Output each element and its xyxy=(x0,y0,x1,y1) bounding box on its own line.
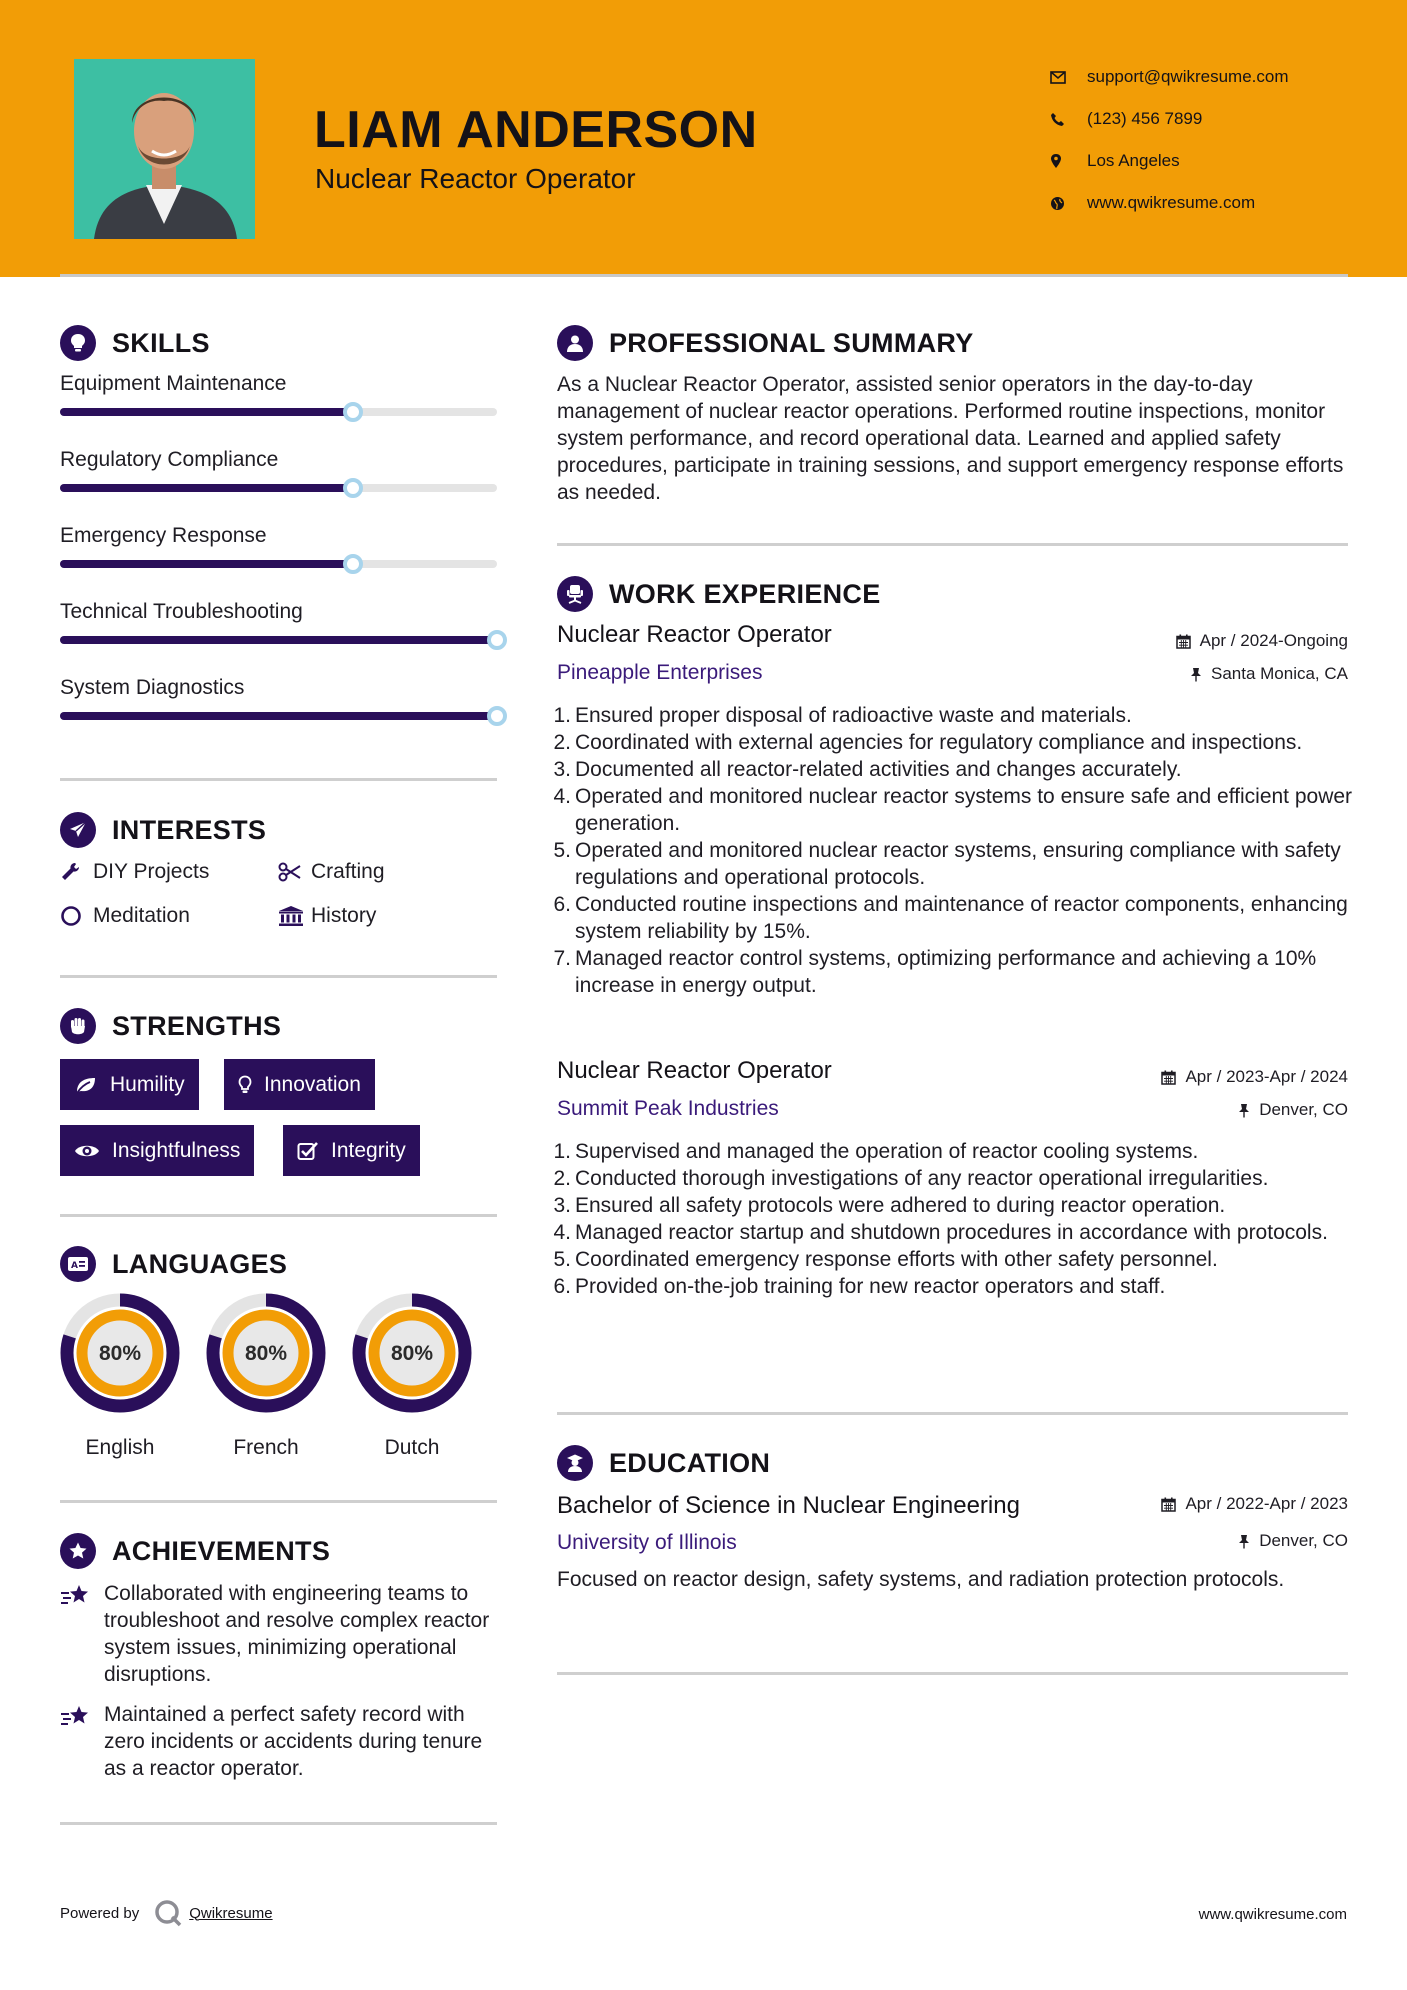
job-bullet: 1. Supervised and managed the operation of reactor cooling systems. xyxy=(553,1140,1199,1163)
skill-level-knob xyxy=(487,630,507,650)
education-dates-text: Apr / 2022-Apr / 2023 xyxy=(1185,1494,1348,1513)
skill-level-fill xyxy=(60,560,353,568)
lightbulb-icon xyxy=(60,325,96,361)
job-location xyxy=(1190,664,1348,684)
interest-label: Meditation xyxy=(93,904,190,927)
job-dates-text: Apr / 2023-Apr / 2024 xyxy=(1185,1067,1348,1086)
qwikresume-logo-icon xyxy=(153,1898,183,1928)
eye-icon xyxy=(74,1142,100,1160)
education-title: EDUCATION xyxy=(609,1447,771,1478)
education-location-text: Denver, CO xyxy=(1259,1531,1348,1550)
strength-label: Insightfulness xyxy=(112,1138,241,1162)
skill-level-fill xyxy=(60,484,353,492)
calendar-icon xyxy=(1161,1497,1176,1512)
contact-location-text: Los Angeles xyxy=(1087,151,1180,170)
museum-icon xyxy=(278,905,311,927)
job-bullets xyxy=(550,702,1360,999)
skill-item xyxy=(60,600,497,624)
education-divider xyxy=(557,1672,1348,1675)
pushpin-icon xyxy=(1238,1534,1250,1549)
interest-item xyxy=(60,860,209,884)
job-bullet: 6. Conducted routine inspections and maintenance of reactor components, enhancing system reliability by 15%. xyxy=(553,893,1348,943)
job-bullet: 4. Managed reactor startup and shutdown procedures in accordance with protocols. xyxy=(553,1221,1328,1244)
language-item xyxy=(206,1293,326,1460)
qwikresume-link[interactable]: Qwikresume xyxy=(189,1904,273,1922)
education-dates xyxy=(1161,1494,1348,1514)
candidate-name: LIAM ANDERSON xyxy=(314,101,758,159)
skill-item xyxy=(60,372,497,396)
paper-plane-icon xyxy=(60,812,96,848)
interest-label: History xyxy=(311,904,377,927)
fist-icon xyxy=(60,1008,96,1044)
skill-label: Equipment Maintenance xyxy=(60,372,287,395)
strength-label: Integrity xyxy=(331,1138,406,1162)
skill-level-fill xyxy=(60,636,497,644)
checkbox-icon xyxy=(297,1141,319,1161)
strengths-divider xyxy=(60,1214,497,1217)
job-company: Pineapple Enterprises xyxy=(557,661,763,684)
skill-item xyxy=(60,676,497,700)
job-bullet: 3. Ensured all safety protocols were adhered to during reactor operation. xyxy=(553,1194,1226,1217)
language-percent: 80% xyxy=(98,1342,142,1365)
contact-list xyxy=(1050,56,1289,224)
summary-title: PROFESSIONAL SUMMARY xyxy=(609,327,974,358)
language-item xyxy=(352,1293,472,1460)
footer-url[interactable]: www.qwikresume.com xyxy=(1198,1906,1347,1923)
job-company: Summit Peak Industries xyxy=(557,1097,779,1120)
wrench-icon xyxy=(60,861,93,883)
language-percent: 80% xyxy=(244,1342,288,1365)
language-name: French xyxy=(233,1436,299,1459)
skill-level-bar xyxy=(60,560,497,568)
job-role: Nuclear Reactor Operator xyxy=(557,621,832,648)
strength-chip xyxy=(283,1125,420,1176)
languages-divider xyxy=(60,1500,497,1503)
contact-email[interactable] xyxy=(1050,56,1289,98)
office-chair-icon xyxy=(557,576,593,612)
user-icon xyxy=(557,325,593,361)
achievements-title: ACHIEVEMENTS xyxy=(112,1535,331,1566)
language-level-ring xyxy=(60,1293,180,1413)
languages-title: LANGUAGES xyxy=(112,1248,288,1279)
summary-heading xyxy=(557,325,974,361)
interests-heading xyxy=(60,812,266,848)
achievements-divider xyxy=(60,1822,497,1825)
skill-level-fill xyxy=(60,712,497,720)
language-level-ring xyxy=(352,1293,472,1413)
interest-label: Crafting xyxy=(311,860,385,883)
achievement-text: Collaborated with engineering teams to troubleshoot and resolve complex reactor system issues, minimizing operational disruptions. xyxy=(104,1582,490,1686)
skills-title: SKILLS xyxy=(112,327,210,358)
experience-title: WORK EXPERIENCE xyxy=(609,578,881,609)
skill-level-knob xyxy=(343,402,363,422)
education-degree: Bachelor of Science in Nuclear Engineering xyxy=(557,1492,1020,1519)
achievements-heading xyxy=(60,1533,330,1569)
skill-level-bar xyxy=(60,408,497,416)
skill-level-bar xyxy=(60,712,497,720)
job-bullet: 1. Ensured proper disposal of radioactive waste and materials. xyxy=(553,704,1132,727)
language-name: Dutch xyxy=(384,1436,440,1459)
lightbulb-icon xyxy=(238,1075,252,1095)
education-text: Focused on reactor design, safety systems, and radiation protection protocols. xyxy=(557,1568,1285,1591)
contact-website[interactable] xyxy=(1050,182,1289,224)
education-heading xyxy=(557,1445,770,1481)
languages-heading xyxy=(60,1246,287,1282)
job-bullet: 3. Documented all reactor-related activities and changes accurately. xyxy=(553,758,1182,781)
leaf-icon xyxy=(74,1075,98,1095)
summary-text: As a Nuclear Reactor Operator, assisted senior operators in the day-to-day management of nuclear reactor operations. Performed routine inspections, monitor system performance, and record operational data. Learned and applied safety procedures, participate in training sessions, and support emergency response efforts as needed. xyxy=(557,373,1344,504)
job-location xyxy=(1238,1100,1348,1120)
achievement-text: Maintained a perfect safety record with zero incidents or accidents during tenure as a reactor operator. xyxy=(104,1703,483,1780)
skill-item xyxy=(60,448,497,472)
strength-label: Innovation xyxy=(264,1072,361,1096)
interest-item xyxy=(60,904,190,928)
skill-label: Technical Troubleshooting xyxy=(60,600,303,623)
job-dates-text: Apr / 2024-Ongoing xyxy=(1199,631,1348,650)
skill-label: Regulatory Compliance xyxy=(60,448,279,471)
footer-powered-by xyxy=(60,1898,273,1928)
job-bullet: 5. Coordinated emergency response efforts with other safety personnel. xyxy=(553,1248,1218,1271)
language-level-ring xyxy=(206,1293,326,1413)
skill-label: System Diagnostics xyxy=(60,676,245,699)
job-bullet: 6. Provided on-the-job training for new reactor operators and staff. xyxy=(553,1275,1166,1298)
contact-phone-text: (123) 456 7899 xyxy=(1087,109,1203,128)
language-card-icon xyxy=(60,1246,96,1282)
interest-item xyxy=(278,904,376,928)
skill-label: Emergency Response xyxy=(60,524,267,547)
achievement-item xyxy=(60,1701,500,1782)
svg-text:A: A xyxy=(71,1261,78,1271)
interest-item xyxy=(278,860,385,884)
language-percent: 80% xyxy=(390,1342,434,1365)
candidate-title: Nuclear Reactor Operator xyxy=(315,163,636,194)
shooting-star-icon xyxy=(60,1701,104,1782)
education-school: University of Illinois xyxy=(557,1531,737,1554)
strength-chip xyxy=(60,1125,254,1176)
skill-level-fill xyxy=(60,408,353,416)
powered-by-text: Powered by xyxy=(60,1904,140,1922)
skill-level-knob xyxy=(343,554,363,574)
language-item xyxy=(60,1293,180,1460)
skills-heading xyxy=(60,325,210,361)
skill-level-knob xyxy=(343,478,363,498)
job-bullet: 7. Managed reactor control systems, optimizing performance and achieving a 10% increase in energy output. xyxy=(553,947,1317,997)
pushpin-icon xyxy=(1238,1103,1250,1118)
star-badge-icon xyxy=(60,1533,96,1569)
skills-divider xyxy=(60,778,497,781)
job-bullet: 5. Operated and monitored nuclear reactor systems, ensuring compliance with safety regulations and operational protocols. xyxy=(553,839,1341,889)
strengths-heading xyxy=(60,1008,281,1044)
calendar-icon xyxy=(1161,1070,1176,1085)
skill-level-bar xyxy=(60,484,497,492)
job-dates xyxy=(1176,631,1348,651)
experience-divider xyxy=(557,1412,1348,1415)
job-bullet: 4. Operated and monitored nuclear reactor systems to ensure safe and efficient power generation. xyxy=(553,785,1353,835)
envelope-icon xyxy=(1050,71,1087,84)
interests-divider xyxy=(60,975,497,978)
contact-website-text: www.qwikresume.com xyxy=(1087,193,1256,212)
skill-level-bar xyxy=(60,636,497,644)
scissors-icon xyxy=(278,862,311,882)
strength-chip xyxy=(60,1059,199,1110)
pushpin-icon xyxy=(1190,667,1202,682)
strength-label: Humility xyxy=(110,1072,185,1096)
calendar-icon xyxy=(1176,634,1191,649)
skill-item xyxy=(60,524,497,548)
strengths-title: STRENGTHS xyxy=(112,1010,282,1041)
location-pin-icon xyxy=(1050,153,1087,169)
job-role: Nuclear Reactor Operator xyxy=(557,1057,832,1084)
contact-phone[interactable] xyxy=(1050,98,1289,140)
graduate-icon xyxy=(557,1445,593,1481)
education-location xyxy=(1238,1531,1348,1551)
header-divider xyxy=(60,274,1348,277)
interests-title: INTERESTS xyxy=(112,814,267,845)
summary-divider xyxy=(557,543,1348,546)
skill-level-knob xyxy=(487,706,507,726)
circle-icon xyxy=(60,905,93,927)
language-name: English xyxy=(85,1436,155,1459)
job-bullets xyxy=(550,1138,1360,1300)
resume-header xyxy=(0,0,1407,277)
achievement-item xyxy=(60,1580,500,1688)
job-location-text: Santa Monica, CA xyxy=(1210,664,1348,683)
profile-photo xyxy=(74,59,255,239)
job-bullet: 2. Coordinated with external agencies for regulatory compliance and inspections. xyxy=(553,731,1303,754)
strength-chip xyxy=(224,1059,375,1110)
interest-label: DIY Projects xyxy=(93,860,210,883)
contact-email-text: support@qwikresume.com xyxy=(1087,67,1289,86)
job-dates xyxy=(1161,1067,1348,1087)
phone-icon xyxy=(1050,112,1087,127)
contact-location xyxy=(1050,140,1289,182)
shooting-star-icon xyxy=(60,1580,104,1688)
job-location-text: Denver, CO xyxy=(1259,1100,1348,1119)
job-bullet: 2. Conducted thorough investigations of any reactor operational irregularities. xyxy=(553,1167,1269,1190)
globe-icon xyxy=(1050,196,1087,211)
experience-heading xyxy=(557,576,881,612)
